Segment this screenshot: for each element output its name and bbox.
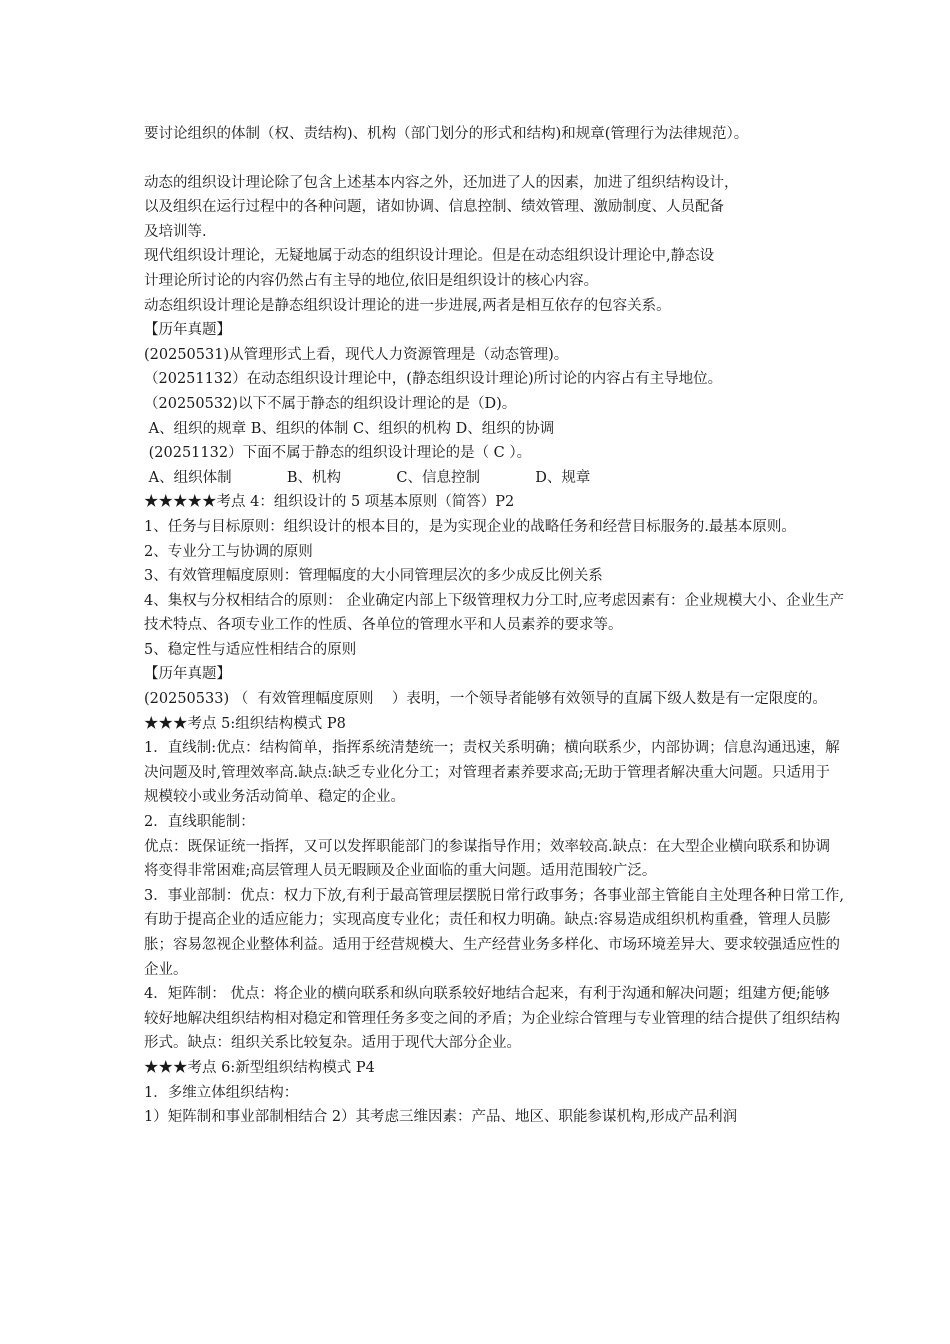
document-page <box>144 122 844 1130</box>
text-line: 动态的组织设计理论除了包含上述基本内容之外，还加进了人的因素，加进了组织结构设计， <box>144 174 739 191</box>
section-heading: ★★★★★考点 4：组织设计的 5 项基本原则（简答）P2 <box>144 494 515 511</box>
structure-item: 1）矩阵制和事业部制相结合 2）其考虑三维因素：产品、地区、职能参谋机构,形成产品利润 <box>144 1109 738 1126</box>
exam-options: A、组织体制 B、机构 C、信息控制 D、规章 <box>144 469 591 486</box>
text-line: 及培训等. <box>144 223 207 240</box>
principle-item: 3、有效管理幅度原则：管理幅度的大小同管理层次的多少成反比例关系 <box>144 568 603 585</box>
text-line: 计理论所讨论的内容仍然占有主导的地位,依旧是组织设计的核心内容。 <box>144 272 599 289</box>
structure-item: 优点：既保证统一指挥，又可以发挥职能部门的参谋指导作用；效率较高.缺点：在大型企业横向联系和协调将变得非常困难;高层管理人员无暇顾及企业面临的重大问题。适用范围较广泛。 <box>144 838 831 880</box>
structure-item: 1．直线制:优点：结构简单，指挥系统清楚统一；责权关系明确；横向联系少，内部协调；信息沟通迅速，解决问题及时,管理效率高.缺点:缺乏专业化分工；对管理者素养要求高;无助于管理者解决重大问题。只适用于规模较小或业务活动简单、稳定的企业。 <box>144 740 840 806</box>
principle-item: 1、任务与目标原则：组织设计的根本目的，是为实现企业的战略任务和经营目标服务的.最基本原则。 <box>144 518 796 535</box>
exam-options: A、组织的规章 B、组织的体制 C、组织的机构 D、组织的协调 <box>144 420 555 437</box>
principle-item: 5、稳定性与适应性相结合的原则 <box>144 641 357 658</box>
principle-item: 4、集权与分权相结合的原则： 企业确定内部上下级管理权力分工时,应考虑因素有：企业规模大小、企业生产技术特点、各项专业工作的性质、各单位的管理水平和人员素养的要求等。 <box>144 592 844 634</box>
text-line: 以及组织在运行过程中的各种问题，诸如协调、信息控制、绩效管理、激励制度、人员配备 <box>144 199 724 216</box>
text-line: 现代组织设计理论，无疑地属于动态的组织设计理论。但是在动态组织设计理论中,静态设 <box>144 248 715 265</box>
exam-question: （20250532)以下不属于静态的组织设计理论的是（D)。 <box>144 395 517 412</box>
text-line: 动态组织设计理论是静态组织设计理论的进一步进展,两者是相互依存的包容关系。 <box>144 297 671 314</box>
exam-question: (20251132）下面不属于静态的组织设计理论的是（ C ）。 <box>144 445 532 462</box>
text-line: 要讨论组织的体制（权、责结构)、机构（部门划分的形式和结构)和规章(管理行为法律规范）。 <box>144 126 749 142</box>
paragraph-gap <box>144 147 844 171</box>
section-heading: ★★★考点 5:组织结构模式 P8 <box>144 715 346 732</box>
exam-question: (20250531)从管理形式上看，现代人力资源管理是（动态管理)。 <box>144 346 569 363</box>
exam-question: (20250533) （ 有效管理幅度原则 ）表明，一个领导者能够有效领导的直属下级人数是有一定限度的。 <box>144 691 827 708</box>
structure-item: 2．直线职能制： <box>144 814 255 831</box>
section-heading: 【历年真题】 <box>144 666 231 683</box>
section-heading: ★★★考点 6:新型组织结构模式 P4 <box>144 1059 375 1076</box>
exam-question: （20251132）在动态组织设计理论中，(静态组织设计理论)所讨论的内容占有主导地位。 <box>144 371 723 388</box>
structure-item: 1．多维立体组织结构： <box>144 1084 299 1101</box>
principle-item: 2、专业分工与协调的原则 <box>144 543 313 560</box>
structure-item: 4．矩阵制： 优点：将企业的横向联系和纵向联系较好地结合起来，有利于沟通和解决问题；组建方便;能够较好地解决组织结构相对稳定和管理任务多变之间的矛盾；为企业综合管理与专业管理的结合提供了组织结构形式。缺点：组织关系比较复杂。适用于现代大部分企业。 <box>144 986 840 1052</box>
structure-item: 3．事业部制：优点：权力下放,有利于最高管理层摆脱日常行政事务；各事业部主管能自主处理各种日常工作,有助于提高企业的适应能力；实现高度专业化；责任和权力明确。缺点:容易造成组织机构重叠，管理人员膨胀；容易忽视企业整体利益。适用于经营规模大、生产经营业务多样化、市场环境差异大、要求较强适应性的企业。 <box>144 887 844 978</box>
section-heading: 【历年真题】 <box>144 322 231 339</box>
